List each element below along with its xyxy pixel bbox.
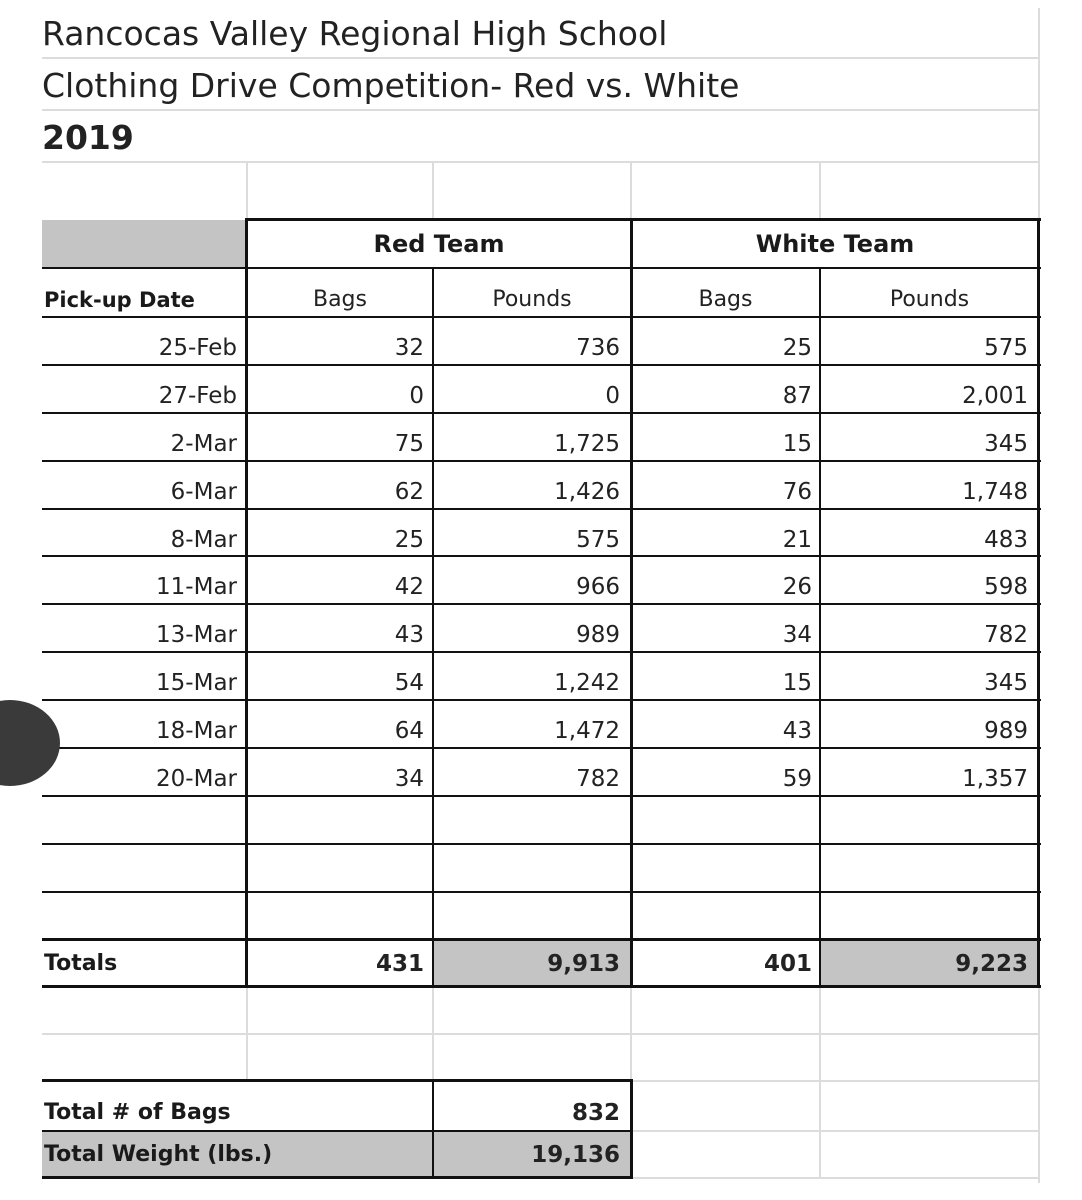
total-bags-value: 832 xyxy=(571,1100,620,1126)
red-bags-cell: 75 xyxy=(394,431,424,457)
white-pounds-cell: 2,001 xyxy=(962,383,1028,409)
row-date: 15-Mar xyxy=(156,670,237,696)
white-pounds-cell: 345 xyxy=(984,431,1028,457)
row-date: 2-Mar xyxy=(170,431,237,457)
white-pounds-cell: 782 xyxy=(984,622,1028,648)
row-date: 25-Feb xyxy=(158,335,237,361)
white-pounds-cell: 483 xyxy=(984,527,1028,553)
white-bags-cell: 34 xyxy=(782,622,812,648)
white-team-header: White Team xyxy=(755,230,915,258)
pickup-date-header: Pick-up Date xyxy=(44,288,195,312)
red-pounds-cell: 1,472 xyxy=(554,718,620,744)
white-bags-cell: 87 xyxy=(782,383,812,409)
white-bags-header: Bags xyxy=(698,287,753,312)
red-bags-total: 431 xyxy=(375,951,424,977)
red-pounds-cell: 0 xyxy=(605,383,620,409)
white-bags-cell: 21 xyxy=(782,527,812,553)
white-bags-cell: 43 xyxy=(782,718,812,744)
white-pounds-header: Pounds xyxy=(889,287,970,312)
total-weight-label: Total Weight (lbs.) xyxy=(44,1142,273,1167)
red-pounds-cell: 782 xyxy=(576,766,620,792)
red-pounds-header: Pounds xyxy=(492,287,572,312)
red-bags-cell: 0 xyxy=(409,383,424,409)
white-pounds-cell: 1,357 xyxy=(962,766,1028,792)
white-pounds-cell: 1,748 xyxy=(962,479,1028,505)
white-pounds-cell: 345 xyxy=(984,670,1028,696)
school-title: Rancocas Valley Regional High School xyxy=(42,14,668,53)
red-bags-cell: 25 xyxy=(394,527,424,553)
red-pounds-cell: 1,725 xyxy=(554,431,620,457)
red-pounds-total: 9,913 xyxy=(547,951,620,977)
red-bags-header: Bags xyxy=(312,287,367,312)
white-pounds-cell: 575 xyxy=(984,335,1028,361)
red-pounds-cell: 575 xyxy=(576,527,620,553)
red-bags-cell: 62 xyxy=(394,479,424,505)
total-bags-label: Total # of Bags xyxy=(44,1100,231,1125)
red-team-header: Red Team xyxy=(373,230,505,258)
red-bags-cell: 32 xyxy=(394,335,424,361)
white-pounds-cell: 598 xyxy=(984,574,1028,600)
white-bags-cell: 26 xyxy=(782,574,812,600)
red-pounds-cell: 736 xyxy=(576,335,620,361)
white-bags-cell: 15 xyxy=(782,670,812,696)
row-date: 8-Mar xyxy=(170,527,237,553)
edge-artifact xyxy=(0,700,62,786)
total-weight-value: 19,136 xyxy=(531,1142,620,1168)
totals-label: Totals xyxy=(44,951,118,976)
white-bags-cell: 25 xyxy=(782,335,812,361)
year-title: 2019 xyxy=(42,118,134,157)
red-bags-cell: 42 xyxy=(394,574,424,600)
white-bags-cell: 15 xyxy=(782,431,812,457)
red-pounds-cell: 1,242 xyxy=(554,670,620,696)
row-date: 11-Mar xyxy=(156,574,237,600)
white-bags-cell: 76 xyxy=(782,479,812,505)
white-bags-cell: 59 xyxy=(782,766,812,792)
row-date: 6-Mar xyxy=(170,479,237,505)
red-bags-cell: 64 xyxy=(394,718,424,744)
row-date: 20-Mar xyxy=(156,766,237,792)
white-bags-total: 401 xyxy=(763,951,812,977)
red-pounds-cell: 1,426 xyxy=(554,479,620,505)
header-shade xyxy=(42,220,246,268)
red-pounds-cell: 989 xyxy=(576,622,620,648)
event-title: Clothing Drive Competition- Red vs. White xyxy=(42,66,740,105)
red-pounds-cell: 966 xyxy=(576,574,620,600)
row-date: 27-Feb xyxy=(158,383,237,409)
white-pounds-total: 9,223 xyxy=(955,951,1028,977)
white-pounds-cell: 989 xyxy=(984,718,1028,744)
row-date: 13-Mar xyxy=(156,622,237,648)
red-bags-cell: 54 xyxy=(394,670,424,696)
red-bags-cell: 43 xyxy=(394,622,424,648)
row-date: 18-Mar xyxy=(156,718,237,744)
red-bags-cell: 34 xyxy=(394,766,424,792)
